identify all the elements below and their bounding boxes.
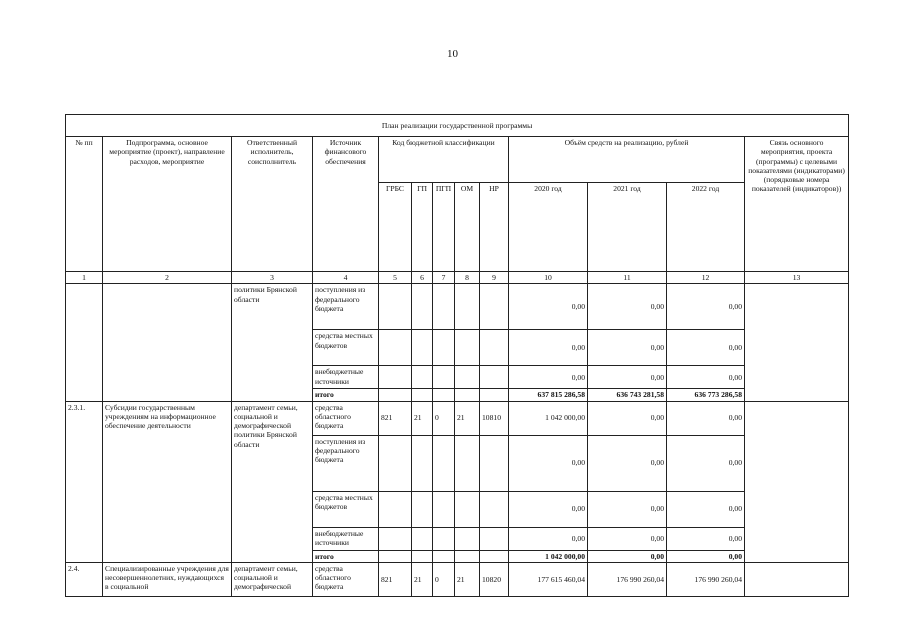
value-2021: 0,00 <box>588 435 667 491</box>
row-source: итого <box>313 550 379 562</box>
value-2020: 0,00 <box>509 491 588 527</box>
index-cell: 7 <box>433 272 455 284</box>
row-responsible: департамент семьи, социальной и демографической <box>232 562 313 596</box>
code-np: 10810 <box>480 401 509 435</box>
code-gp: 21 <box>412 401 433 435</box>
row-program <box>103 284 232 401</box>
total-2021: 636 743 281,58 <box>588 389 667 401</box>
value-2020: 0,00 <box>509 435 588 491</box>
row-source: внебюджетные источники <box>313 366 379 389</box>
header-num: № пп <box>66 137 103 272</box>
row-responsible: департамент семьи, социальной и демографической политики Брянской области <box>232 401 313 562</box>
index-cell: 5 <box>379 272 412 284</box>
value-2021: 0,00 <box>588 527 667 550</box>
code-grbs: 821 <box>379 401 412 435</box>
row-source: поступления из федерального бюджета <box>313 435 379 491</box>
row-source: поступления из федерального бюджета <box>313 284 379 330</box>
index-cell: 12 <box>667 272 745 284</box>
row-source: средства местных бюджетов <box>313 491 379 527</box>
value-2021: 0,00 <box>588 491 667 527</box>
value-2021: 0,00 <box>588 366 667 389</box>
index-cell: 8 <box>455 272 480 284</box>
header-source: Источник финансового обеспечения <box>313 137 379 272</box>
header-np: НР <box>480 183 509 272</box>
value-2022: 0,00 <box>667 284 745 330</box>
value-2022: 0,00 <box>667 401 745 435</box>
table-row <box>66 284 849 330</box>
value-2021: 0,00 <box>588 330 667 366</box>
value-2021: 0,00 <box>588 401 667 435</box>
header-volume: Объём средств на реализацию, рублей <box>509 137 745 183</box>
code-grbs: 821 <box>379 562 412 596</box>
row-link <box>745 562 849 596</box>
value-2020: 0,00 <box>509 284 588 330</box>
index-cell: 3 <box>232 272 313 284</box>
value-2022: 0,00 <box>667 491 745 527</box>
value-2020: 0,00 <box>509 330 588 366</box>
row-source: внебюджетные источники <box>313 527 379 550</box>
index-cell: 4 <box>313 272 379 284</box>
header-2021: 2021 год <box>588 183 667 272</box>
index-cell: 11 <box>588 272 667 284</box>
value-2022: 0,00 <box>667 366 745 389</box>
program-plan-table <box>65 114 849 597</box>
code-om: 21 <box>455 562 480 596</box>
row-num <box>66 284 103 401</box>
code-np: 10820 <box>480 562 509 596</box>
index-cell: 10 <box>509 272 588 284</box>
page-number: 10 <box>447 48 458 60</box>
row-responsible: политики Брянской области <box>232 284 313 401</box>
row-num: 2.3.1. <box>66 401 103 562</box>
header-link: Связь основного мероприятия, проекта (программы) с целевыми показателями (индикаторами) (порядковые номера показателей (индикаторов)) <box>745 137 849 272</box>
row-source: итого <box>313 389 379 401</box>
total-2022: 636 773 286,58 <box>667 389 745 401</box>
row-source: средства областного бюджета <box>313 401 379 435</box>
header-program: Подпрограмма, основное мероприятие (проект), направление расходов, мероприятие <box>103 137 232 272</box>
row-source: средства областного бюджета <box>313 562 379 596</box>
header-grbs: ГРБС <box>379 183 412 272</box>
value-2022: 0,00 <box>667 330 745 366</box>
header-om: ОМ <box>455 183 480 272</box>
header-pgp: ПГП <box>433 183 455 272</box>
index-cell: 2 <box>103 272 232 284</box>
index-cell: 9 <box>480 272 509 284</box>
value-2021: 176 990 260,04 <box>588 562 667 596</box>
value-2020: 177 615 460,04 <box>509 562 588 596</box>
header-2020: 2020 год <box>509 183 588 272</box>
row-num: 2.4. <box>66 562 103 596</box>
table-title: План реализации государственной программы <box>66 115 849 137</box>
row-program: Специализированные учреждения для несовершеннолетних, нуждающихся в социальной <box>103 562 232 596</box>
header-2022: 2022 год <box>667 183 745 272</box>
total-2022: 0,00 <box>667 550 745 562</box>
total-2020: 1 042 000,00 <box>509 550 588 562</box>
index-cell: 1 <box>66 272 103 284</box>
index-cell: 13 <box>745 272 849 284</box>
value-2020: 1 042 000,00 <box>509 401 588 435</box>
total-2021: 0,00 <box>588 550 667 562</box>
index-cell: 6 <box>412 272 433 284</box>
value-2020: 0,00 <box>509 527 588 550</box>
row-program: Субсидии государственным учреждениям на информационное обеспечение деятельности <box>103 401 232 562</box>
value-2020: 0,00 <box>509 366 588 389</box>
total-2020: 637 815 286,58 <box>509 389 588 401</box>
code-om: 21 <box>455 401 480 435</box>
index-row <box>66 272 849 284</box>
row-source: средства местных бюджетов <box>313 330 379 366</box>
header-gp: ГП <box>412 183 433 272</box>
row-link <box>745 401 849 562</box>
header-responsible: Ответственный исполнитель, соисполнитель <box>232 137 313 272</box>
table-row <box>66 401 849 435</box>
value-2022: 0,00 <box>667 527 745 550</box>
code-pgp: 0 <box>433 401 455 435</box>
value-2022: 176 990 260,04 <box>667 562 745 596</box>
table-row <box>66 562 849 596</box>
value-2021: 0,00 <box>588 284 667 330</box>
row-link <box>745 284 849 401</box>
header-budget-code: Код бюджетной классификации <box>379 137 509 183</box>
code-pgp: 0 <box>433 562 455 596</box>
code-gp: 21 <box>412 562 433 596</box>
value-2022: 0,00 <box>667 435 745 491</box>
